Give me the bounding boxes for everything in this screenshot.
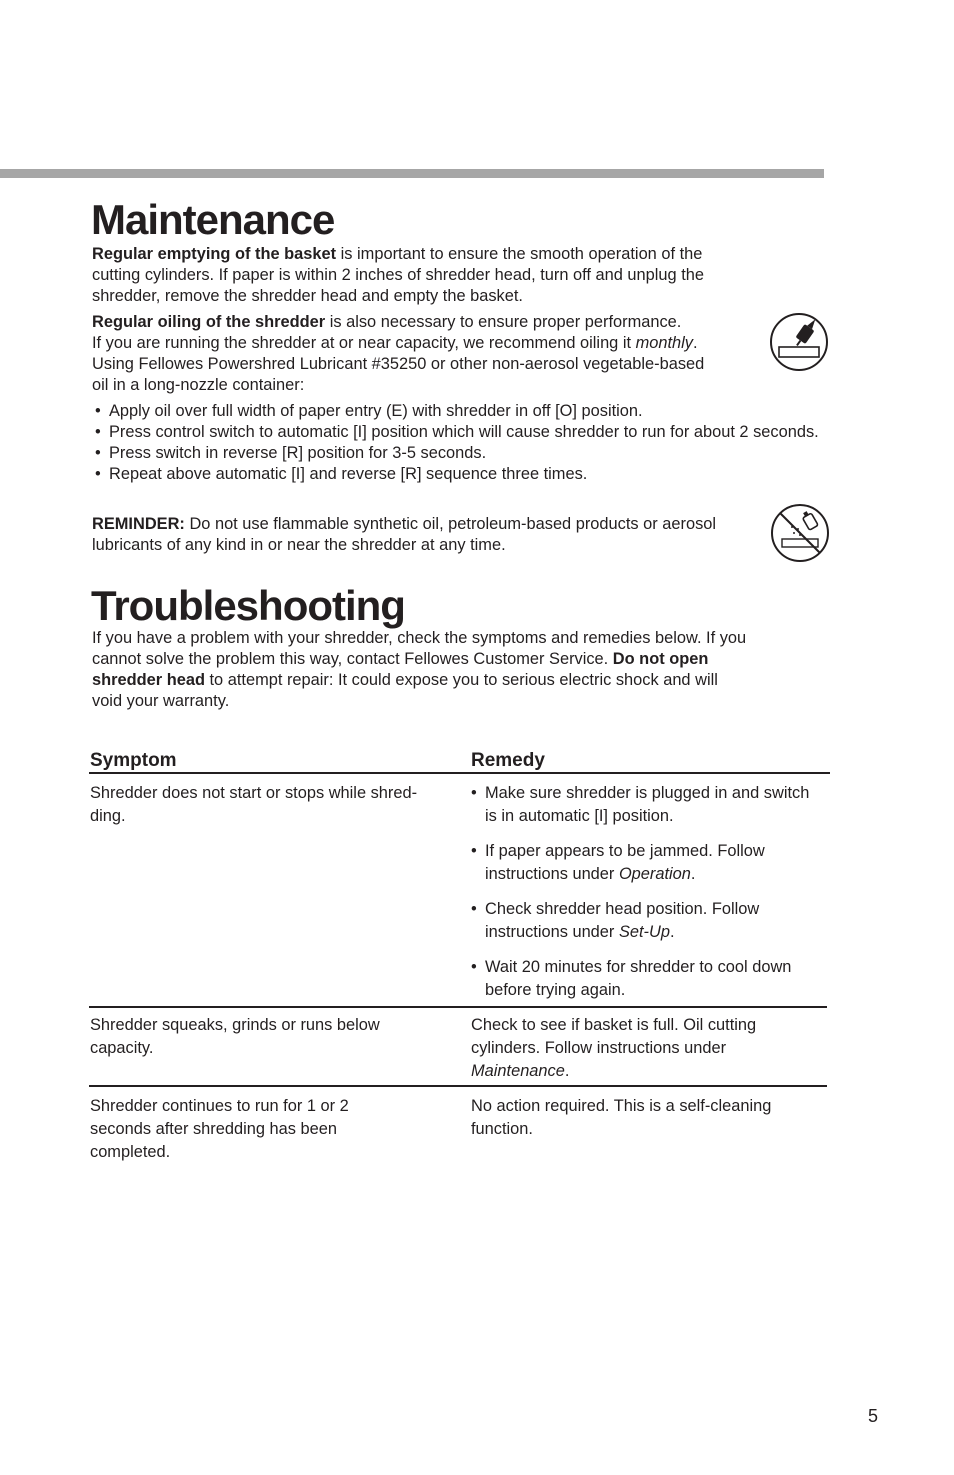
- basket-text-1: is important to ensure the smooth operation of the: [336, 245, 703, 263]
- maintenance-heading: Maintenance: [91, 196, 335, 243]
- basket-bold-lead: Regular emptying of the basket: [92, 245, 337, 263]
- oiling-bold-lead: Regular oiling of the shredder: [92, 313, 326, 331]
- table-row-2-symptom: [90, 1014, 445, 1060]
- intro-text-3: to attempt repair: It could expose you to serious electric shock and will: [204, 671, 718, 689]
- table-row-3-symptom: [90, 1095, 445, 1164]
- remedy-italic: Operation: [618, 865, 691, 883]
- remedy-item: [471, 782, 821, 828]
- oiling-step: • Press control switch to automatic [I] position which will cause shredder to run for about 2 seconds.: [95, 422, 820, 443]
- reminder-paragraph: [92, 514, 762, 556]
- remedy-item: [471, 956, 821, 1002]
- remedy-text: cylinders. Follow instructions under: [471, 1039, 727, 1057]
- remedy-text: Check shredder head position. Follow instructions under: [485, 900, 760, 941]
- symptom-text: seconds after shredding has been: [90, 1120, 337, 1138]
- oiling-text-2: If you are running the shredder at or near capacity, we recommend oiling it: [92, 334, 636, 352]
- remedy-text: Wait 20 minutes for shredder to cool down before trying again.: [485, 958, 792, 999]
- reminder-text-1: Do not use flammable synthetic oil, petroleum-based products or aerosol: [184, 515, 717, 533]
- table-row-1-symptom: [90, 782, 445, 828]
- oiling-text-4: oil in a long-nozzle container:: [92, 376, 305, 394]
- table-row-rule: [89, 1006, 827, 1008]
- remedy-italic: Set-Up: [618, 923, 670, 941]
- oiling-step: • Repeat above automatic [I] and reverse [R] sequence three times.: [95, 464, 820, 485]
- troubleshooting-heading: Troubleshooting: [91, 582, 405, 629]
- oiling-steps-list: [95, 401, 820, 485]
- no-aerosol-icon: [770, 503, 830, 563]
- remedy-text: Make sure shredder is plugged in and switch is in automatic [I] position.: [485, 784, 810, 825]
- remedy-text: No action required. This is a self-cleaning: [471, 1097, 772, 1115]
- symptom-text: Shredder squeaks, grinds or runs below: [90, 1016, 380, 1034]
- intro-text-1: If you have a problem with your shredder, check the symptoms and remedies below. If you: [92, 629, 747, 647]
- oiling-text-1: is also necessary to ensure proper performance.: [325, 313, 682, 331]
- intro-text-2: cannot solve the problem this way, contact Fellowes Customer Service.: [92, 650, 613, 668]
- remedy-item: [471, 898, 821, 944]
- remedy-text: Check to see if basket is full. Oil cutting: [471, 1016, 757, 1034]
- oiling-step: • Apply oil over full width of paper entry (E) with shredder in off [O] position.: [95, 401, 820, 422]
- remedy-text-end: .: [564, 1062, 570, 1080]
- reminder-text-2: lubricants of any kind in or near the shredder at any time.: [92, 536, 506, 554]
- remedy-italic: Maintenance: [471, 1062, 565, 1080]
- reminder-label: REMINDER:: [92, 515, 185, 533]
- table-row-rule: [89, 1085, 827, 1087]
- symptom-text: completed.: [90, 1143, 171, 1161]
- intro-bold-1: Do not open: [612, 650, 709, 668]
- remedy-text: function.: [471, 1120, 533, 1138]
- table-header-rule: [89, 772, 830, 774]
- oiling-italic-monthly: monthly: [635, 334, 694, 352]
- table-row-2-remedy: [471, 1014, 821, 1083]
- table-row-3-remedy: [471, 1095, 821, 1141]
- basket-text-2: cutting cylinders. If paper is within 2 inches of shredder head, turn off and unplug the: [92, 266, 704, 284]
- maintenance-paragraph-oiling: [92, 312, 762, 396]
- maintenance-paragraph-basket: [92, 244, 792, 307]
- intro-bold-2: shredder head: [92, 671, 205, 689]
- oiling-text-2b: .: [693, 334, 698, 352]
- symptom-text: Shredder does not start or stops while shred-: [90, 784, 418, 802]
- remedy-item: [471, 840, 821, 886]
- remedy-column-header: Remedy: [471, 750, 545, 771]
- oil-bottle-icon: [769, 312, 829, 372]
- remedy-text-end: .: [690, 865, 696, 883]
- oiling-step: • Press switch in reverse [R] position for 3-5 seconds.: [95, 443, 820, 464]
- table-row-1-remedies: [471, 782, 821, 1014]
- symptom-column-header: Symptom: [90, 750, 177, 771]
- basket-text-3: shredder, remove the shredder head and empty the basket.: [92, 287, 523, 305]
- remedy-text: If paper appears to be jammed. Follow instructions under: [485, 842, 765, 883]
- page-number: 5: [868, 1406, 879, 1426]
- header-rule: [0, 169, 824, 178]
- intro-text-4: void your warranty.: [92, 692, 230, 710]
- troubleshooting-intro: [92, 628, 812, 712]
- symptom-text: capacity.: [90, 1039, 154, 1057]
- oiling-text-3: Using Fellowes Powershred Lubricant #35250 or other non-aerosol vegetable-based: [92, 355, 705, 373]
- symptom-text: Shredder continues to run for 1 or 2: [90, 1097, 349, 1115]
- symptom-text: ding.: [90, 807, 126, 825]
- remedy-text-end: .: [669, 923, 675, 941]
